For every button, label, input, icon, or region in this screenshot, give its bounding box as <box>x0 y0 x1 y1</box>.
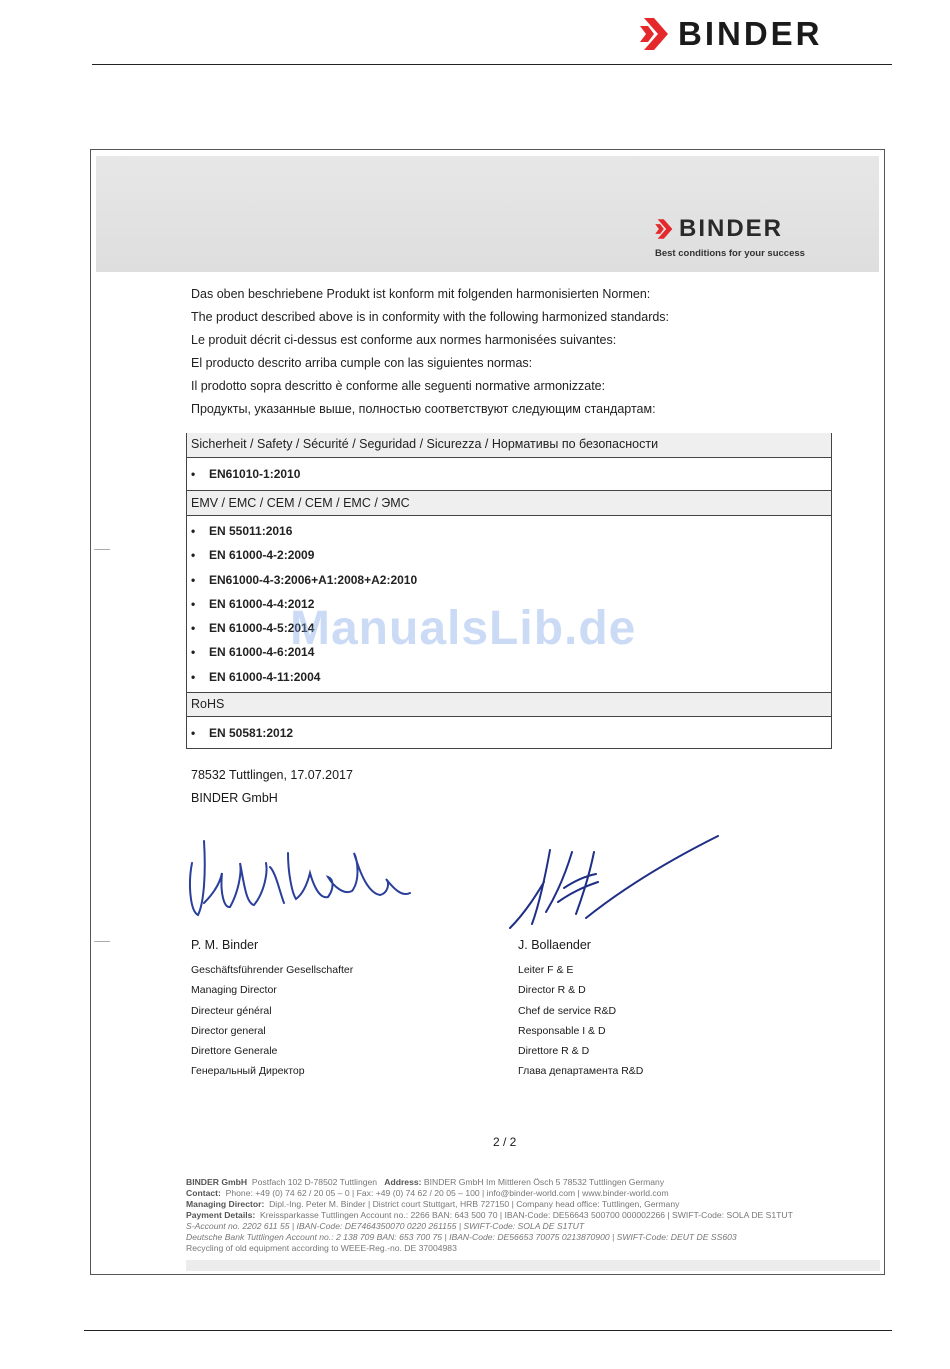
place-date: 78532 Tuttlingen, 17.07.2017 <box>191 768 353 782</box>
signature-bollaender <box>506 832 722 940</box>
standard-item: • EN 61000-4-6:2014 <box>191 645 315 659</box>
standard-item: • EN 50581:2012 <box>191 726 294 740</box>
page-number: 2 / 2 <box>493 1135 517 1149</box>
signatory-title: Responsable I & D <box>518 1024 606 1037</box>
place-and-date-block <box>191 764 353 810</box>
section-header-rohs: RoHS <box>187 692 831 717</box>
standards-table <box>186 433 832 749</box>
footer-band <box>186 1260 880 1271</box>
certificate-brand: BINDER <box>679 215 784 242</box>
signature-binder <box>184 833 416 921</box>
certificate-tagline: Best conditions for your success <box>655 248 805 259</box>
signatory-name: P. M. Binder <box>191 938 259 952</box>
standard-item: • EN 61000-4-5:2014 <box>191 621 315 635</box>
footer-line: Recycling of old equipment according to WEEE-Reg.-no. DE 37004983 <box>186 1243 457 1253</box>
signatory-title: Direttore Generale <box>191 1045 278 1058</box>
signatory-title: Генеральный Директор <box>191 1065 305 1078</box>
binder-logo-icon <box>655 218 675 240</box>
signatory-title: Leiter F & E <box>518 964 574 976</box>
standard-item: • EN 61000-4-4:2012 <box>191 597 315 611</box>
signatory-title: Directeur général <box>191 1004 272 1017</box>
footer-line: Managing Director: Dipl.-Ing. Peter M. Binder | District court Stuttgart, HRB 727150 | Company head office: Tuttlingen, Germany <box>186 1199 680 1209</box>
standard-item: • EN 61000-4-11:2004 <box>191 670 321 684</box>
signatory-title: Geschäftsführender Gesellschafter <box>191 964 354 976</box>
brand-name: BINDER <box>678 15 823 52</box>
binder-logo-icon <box>640 16 672 52</box>
intro-line-de: Das oben beschriebene Produkt ist konform mit folgenden harmonisierten Normen: <box>191 287 651 301</box>
intro-line-es: El producto descrito arriba cumple con las siguientes normas: <box>191 356 533 370</box>
standard-item: • EN61000-4-3:2006+A1:2008+A2:2010 <box>191 573 418 587</box>
footer-line: Deutsche Bank Tuttlingen Account no.: 2 138 709 BAN: 653 700 75 | IBAN-Code: DE56653 70075 0213870900 | SWIFT-Code: DEUT DE SS603 <box>186 1232 737 1242</box>
standard-item: • EN 61000-4-2:2009 <box>191 548 315 562</box>
signatory-title: Глава департамента R&D <box>518 1065 644 1078</box>
signatory-title: Chef de service R&D <box>518 1004 617 1017</box>
signatory-left <box>191 938 353 1082</box>
footer-line: Contact: Phone: +49 (0) 74 62 / 20 05 – 0 | Fax: +49 (0) 74 62 / 20 05 – 100 | info@binder-world.com | www.binder-world.com <box>186 1188 669 1198</box>
watermark: ManualsLib.de <box>290 602 637 655</box>
conformity-statement <box>191 283 831 421</box>
footer-line: Payment Details: Kreissparkasse Tuttlingen Account no.: 2266 BAN: 643 500 70 | IBAN-Code: DE56643 500700 000002266 | SWIFT-Code: SOLA DE S1TUT <box>186 1210 793 1220</box>
section-header-safety: Sicherheit / Safety / Sécurité / Seguridad / Sicurezza / Нормативы по безопасности <box>187 433 831 458</box>
signatory-titles <box>191 960 353 1082</box>
company-footer <box>186 1177 876 1254</box>
footer-line: BINDER GmbH Postfach 102 D-78502 Tuttlingen Address: BINDER GmbH Im Mittleren Ösch 5 78532 Tuttlingen Germany <box>186 1177 665 1187</box>
signatory-titles <box>518 960 643 1082</box>
intro-line-it: Il prodotto sopra descritto è conforme alle seguenti normative armonizzate: <box>191 379 606 393</box>
scan-margin-mark <box>94 941 110 942</box>
signatory-name: J. Bollaender <box>518 938 591 952</box>
header-divider <box>92 64 892 65</box>
footer-line: S-Account no. 2202 611 55 | IBAN-Code: DE7464350070 0220 261155 | SWIFT-Code: SOLA DE S1TUT <box>186 1221 585 1231</box>
standard-item: • EN61010-1:2010 <box>191 467 301 481</box>
signatory-title: Managing Director <box>191 984 277 997</box>
binder-logo <box>640 14 890 54</box>
intro-line-en: The product described above is in conformity with the following harmonized standards: <box>191 310 670 324</box>
footer-divider <box>84 1330 892 1331</box>
standard-item: • EN 55011:2016 <box>191 524 293 538</box>
signatory-title: Direttore R & D <box>518 1045 590 1058</box>
intro-line-fr: Le produit décrit ci-dessus est conforme aux normes harmonisées suivantes: <box>191 333 617 347</box>
signatory-title: Director R & D <box>518 984 586 997</box>
intro-line-ru: Продукты, указанные выше, полностью соответствуют следующим стандартам: <box>191 402 656 416</box>
company-name: BINDER GmbH <box>191 791 278 805</box>
section-header-emc: EMV / EMC / CEM / CEM / EMC / ЭМС <box>187 490 831 516</box>
signatory-title: Director general <box>191 1024 266 1037</box>
certificate-logo <box>655 215 783 243</box>
signatory-right <box>518 938 643 1082</box>
scan-margin-mark <box>94 549 110 550</box>
